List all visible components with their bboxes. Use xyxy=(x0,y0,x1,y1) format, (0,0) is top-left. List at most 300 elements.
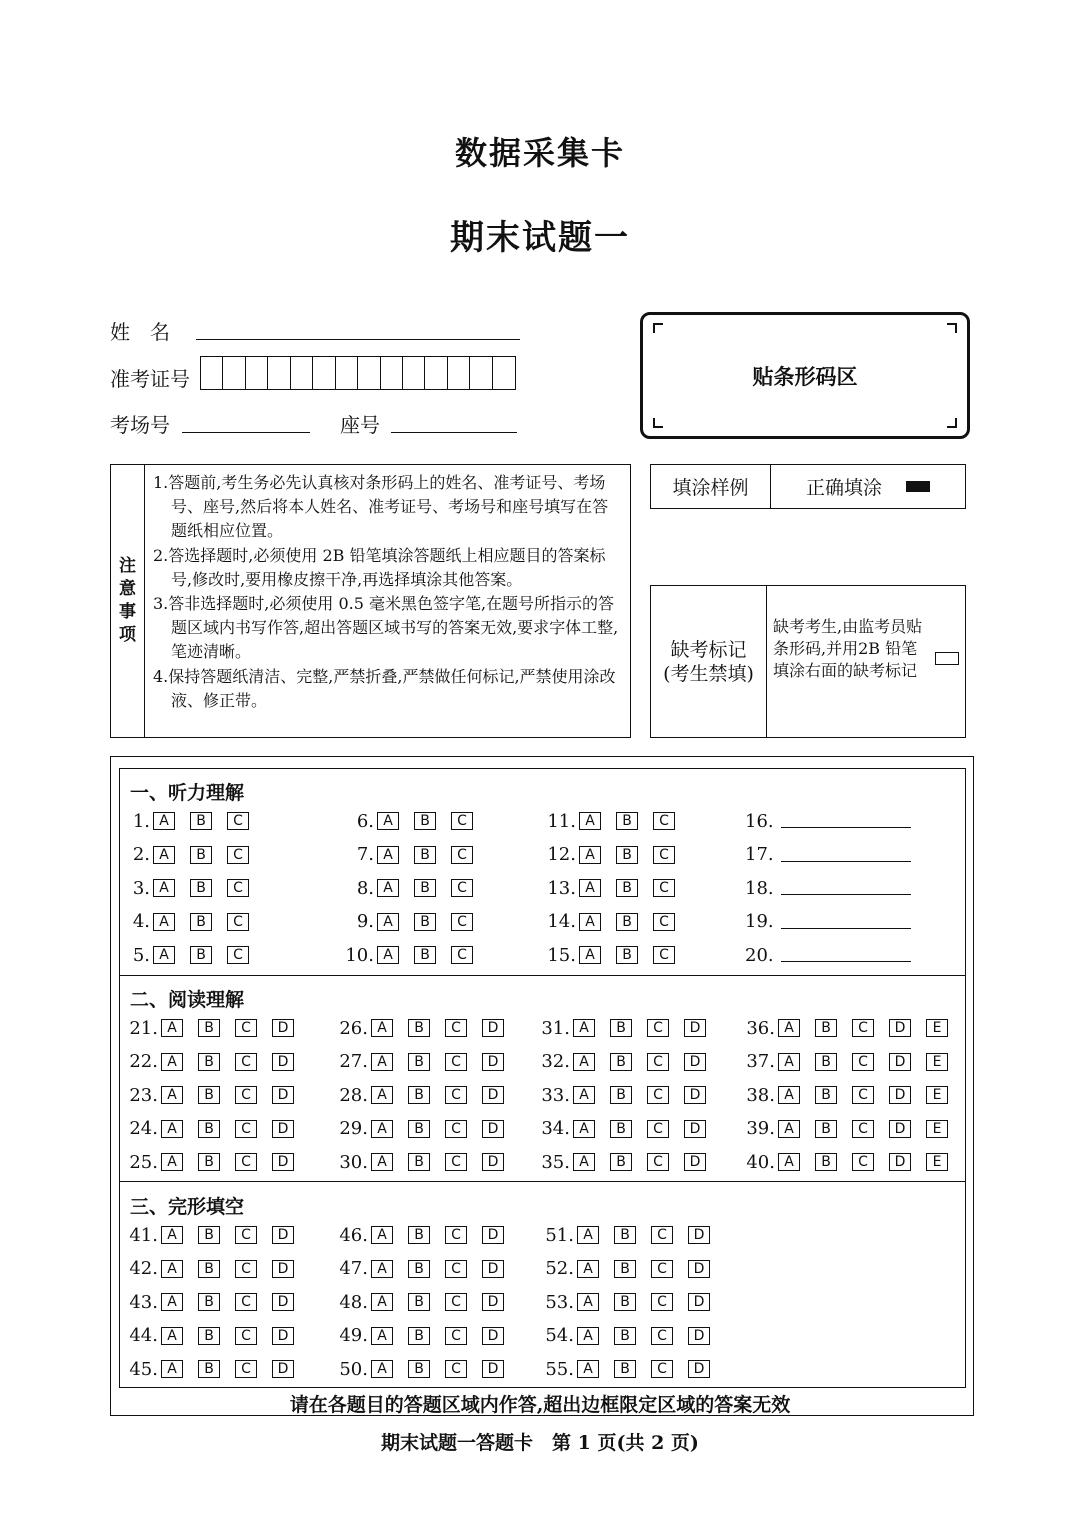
absent-mark-checkbox[interactable] xyxy=(935,652,959,665)
option-bubble-c[interactable]: C xyxy=(647,1086,669,1104)
option-bubble-c[interactable]: C xyxy=(445,1293,467,1311)
option-bubble-b[interactable]: B xyxy=(610,1053,632,1071)
footer-note: 请在各题目的答题区域内作答,超出边框限定区域的答案无效 xyxy=(289,1394,791,1416)
option-bubble-b[interactable]: B xyxy=(610,1153,632,1171)
question-42 xyxy=(128,1258,309,1280)
option-bubble-d[interactable]: D xyxy=(889,1120,911,1138)
option-bubble-a[interactable]: A xyxy=(161,1120,183,1138)
option-bubble-c[interactable]: C xyxy=(445,1260,467,1278)
option-bubble-a[interactable]: A xyxy=(371,1086,393,1104)
option-bubble-a[interactable]: A xyxy=(377,846,399,864)
option-bubble-d[interactable]: D xyxy=(889,1053,911,1071)
option-bubble-b[interactable]: B xyxy=(815,1120,837,1138)
option-bubble-d[interactable]: D xyxy=(272,1260,294,1278)
option-bubble-a[interactable]: A xyxy=(153,913,175,931)
option-bubble-b[interactable]: B xyxy=(614,1226,636,1244)
question-31 xyxy=(540,1017,721,1039)
option-bubble-d[interactable]: D xyxy=(482,1260,504,1278)
question-number: 43. xyxy=(129,1291,158,1313)
option-bubble-d[interactable]: D xyxy=(272,1360,294,1378)
question-23 xyxy=(128,1084,309,1106)
option-bubble-b[interactable]: B xyxy=(190,913,212,931)
option-bubble-a[interactable]: A xyxy=(161,1053,183,1071)
option-bubble-e[interactable]: E xyxy=(926,1086,948,1104)
option-bubble-b[interactable]: B xyxy=(198,1293,220,1311)
option-bubble-e[interactable]: E xyxy=(926,1120,948,1138)
option-bubble-b[interactable]: B xyxy=(414,812,436,830)
option-bubble-c[interactable]: C xyxy=(451,946,473,964)
option-bubble-a[interactable]: A xyxy=(579,812,601,830)
option-bubble-b[interactable]: B xyxy=(408,1360,430,1378)
note-item: 2.答选择题时,必须使用 2B 铅笔填涂答题纸上相应题目的答案标号,修改时,要用橡皮擦干净,再选择填涂其他答案。 xyxy=(153,545,606,589)
option-bubble-a[interactable]: A xyxy=(161,1226,183,1244)
option-bubble-b[interactable]: B xyxy=(610,1120,632,1138)
option-bubble-a[interactable]: A xyxy=(577,1360,599,1378)
option-bubble-d[interactable]: D xyxy=(482,1019,504,1037)
question-2 xyxy=(128,844,264,866)
option-bubble-c[interactable]: C xyxy=(227,913,249,931)
option-bubble-a[interactable]: A xyxy=(371,1360,393,1378)
option-bubble-d[interactable]: D xyxy=(684,1120,706,1138)
question-number: 40. xyxy=(746,1151,775,1173)
option-bubble-c[interactable]: C xyxy=(227,846,249,864)
option-bubble-d[interactable]: D xyxy=(272,1153,294,1171)
question-number: 18. xyxy=(745,877,774,899)
id-number-boxes[interactable] xyxy=(200,356,516,390)
option-bubble-a[interactable]: A xyxy=(161,1260,183,1278)
option-bubble-c[interactable]: C xyxy=(651,1293,673,1311)
option-bubble-b[interactable]: B xyxy=(616,812,638,830)
option-bubble-b[interactable]: B xyxy=(815,1019,837,1037)
option-bubble-b[interactable]: B xyxy=(190,946,212,964)
notes-heading: 注 意 事 项 xyxy=(111,465,145,737)
question-number: 32. xyxy=(541,1051,570,1073)
absent-label: 缺考标记 xyxy=(670,638,747,661)
option-bubble-a[interactable]: A xyxy=(778,1086,800,1104)
seat-field[interactable] xyxy=(391,432,517,433)
option-bubble-a[interactable]: A xyxy=(371,1120,393,1138)
option-bubble-c[interactable]: C xyxy=(651,1260,673,1278)
note-item: 4.保持答题纸清洁、完整,严禁折叠,严禁做任何标记,严禁使用涂改液、修正带。 xyxy=(153,666,616,710)
option-bubble-c[interactable]: C xyxy=(653,879,675,897)
question-35 xyxy=(540,1151,721,1173)
option-bubble-b[interactable]: B xyxy=(408,1120,430,1138)
option-bubble-b[interactable]: B xyxy=(616,913,638,931)
option-bubble-d[interactable]: D xyxy=(272,1293,294,1311)
option-bubble-d[interactable]: D xyxy=(482,1120,504,1138)
option-bubble-d[interactable]: D xyxy=(688,1360,710,1378)
question-8 xyxy=(338,877,488,899)
option-bubble-a[interactable]: A xyxy=(573,1120,595,1138)
question-9 xyxy=(338,911,488,933)
option-bubble-c[interactable]: C xyxy=(647,1019,669,1037)
question-number: 11. xyxy=(547,810,576,832)
option-bubble-b[interactable]: B xyxy=(414,846,436,864)
question-41 xyxy=(128,1224,309,1246)
name-label: 姓 名 xyxy=(110,320,170,344)
barcode-label: 贴条形码区 xyxy=(752,363,858,389)
option-bubble-b[interactable]: B xyxy=(198,1360,220,1378)
option-bubble-a[interactable]: A xyxy=(577,1327,599,1345)
question-number: 39. xyxy=(746,1118,775,1140)
notes-box xyxy=(110,464,631,738)
question-number: 22. xyxy=(129,1051,158,1073)
option-bubble-d[interactable]: D xyxy=(482,1226,504,1244)
option-bubble-c[interactable]: C xyxy=(235,1086,257,1104)
option-bubble-b[interactable]: B xyxy=(616,879,638,897)
option-bubble-b[interactable]: B xyxy=(198,1153,220,1171)
option-bubble-b[interactable]: B xyxy=(190,812,212,830)
option-bubble-c[interactable]: C xyxy=(451,846,473,864)
question-number: 16. xyxy=(745,810,774,832)
option-bubble-a[interactable]: A xyxy=(377,946,399,964)
question-number: 31. xyxy=(541,1017,570,1039)
question-51 xyxy=(544,1224,725,1246)
option-bubble-d[interactable]: D xyxy=(272,1226,294,1244)
absent-sublabel: (考生禁填) xyxy=(663,662,754,685)
fill-sample-label: 填涂样例 xyxy=(651,465,771,508)
answer-line[interactable] xyxy=(781,881,911,895)
option-bubble-a[interactable]: A xyxy=(153,946,175,964)
question-39 xyxy=(745,1118,963,1140)
option-bubble-d[interactable]: D xyxy=(688,1327,710,1345)
fill-sample-box xyxy=(650,464,966,509)
option-bubble-a[interactable]: A xyxy=(579,913,601,931)
question-number: 14. xyxy=(547,911,576,933)
answer-line[interactable] xyxy=(781,814,911,828)
option-bubble-d[interactable]: D xyxy=(889,1086,911,1104)
exam-title: 期末试题一 xyxy=(450,218,630,258)
option-bubble-c[interactable]: C xyxy=(445,1019,467,1037)
question-number: 41. xyxy=(129,1224,158,1246)
question-19 xyxy=(745,911,911,933)
option-bubble-b[interactable]: B xyxy=(408,1019,430,1037)
question-4 xyxy=(128,911,264,933)
option-bubble-b[interactable]: B xyxy=(190,846,212,864)
question-38 xyxy=(745,1084,963,1106)
option-bubble-b[interactable]: B xyxy=(408,1293,430,1311)
option-bubble-c[interactable]: C xyxy=(653,846,675,864)
section-title-listening: 一、听力理解 xyxy=(130,782,245,804)
question-number: 25. xyxy=(129,1151,158,1173)
option-bubble-a[interactable]: A xyxy=(577,1226,599,1244)
question-number: 47. xyxy=(339,1258,368,1280)
option-bubble-b[interactable]: B xyxy=(198,1260,220,1278)
option-bubble-d[interactable]: D xyxy=(272,1053,294,1071)
option-bubble-c[interactable]: C xyxy=(445,1226,467,1244)
option-bubble-b[interactable]: B xyxy=(408,1086,430,1104)
option-bubble-c[interactable]: C xyxy=(852,1019,874,1037)
option-bubble-c[interactable]: C xyxy=(235,1226,257,1244)
option-bubble-e[interactable]: E xyxy=(926,1019,948,1037)
option-bubble-c[interactable]: C xyxy=(852,1053,874,1071)
question-number: 29. xyxy=(339,1118,368,1140)
option-bubble-b[interactable]: B xyxy=(408,1260,430,1278)
option-bubble-a[interactable]: A xyxy=(573,1086,595,1104)
answer-line[interactable] xyxy=(781,848,911,862)
option-bubble-a[interactable]: A xyxy=(371,1293,393,1311)
option-bubble-d[interactable]: D xyxy=(482,1293,504,1311)
option-bubble-c[interactable]: C xyxy=(653,946,675,964)
question-40 xyxy=(745,1151,963,1173)
option-bubble-d[interactable]: D xyxy=(482,1153,504,1171)
option-bubble-c[interactable]: C xyxy=(445,1086,467,1104)
option-bubble-e[interactable]: E xyxy=(926,1153,948,1171)
question-number: 34. xyxy=(541,1118,570,1140)
option-bubble-c[interactable]: C xyxy=(445,1327,467,1345)
question-number: 28. xyxy=(339,1084,368,1106)
question-13 xyxy=(540,877,690,899)
option-bubble-c[interactable]: C xyxy=(235,1053,257,1071)
option-bubble-a[interactable]: A xyxy=(153,879,175,897)
option-bubble-c[interactable]: C xyxy=(235,1360,257,1378)
question-32 xyxy=(540,1051,721,1073)
answer-line[interactable] xyxy=(781,915,911,929)
option-bubble-d[interactable]: D xyxy=(272,1327,294,1345)
option-bubble-c[interactable]: C xyxy=(852,1086,874,1104)
option-bubble-a[interactable]: A xyxy=(161,1293,183,1311)
question-10 xyxy=(338,944,488,966)
room-field[interactable] xyxy=(182,432,310,433)
question-number: 37. xyxy=(746,1051,775,1073)
option-bubble-a[interactable]: A xyxy=(161,1327,183,1345)
option-bubble-b[interactable]: B xyxy=(815,1086,837,1104)
question-24 xyxy=(128,1118,309,1140)
option-bubble-b[interactable]: B xyxy=(198,1019,220,1037)
option-bubble-c[interactable]: C xyxy=(647,1153,669,1171)
question-number: 17. xyxy=(745,844,774,866)
question-number: 20. xyxy=(745,944,774,966)
question-number: 46. xyxy=(339,1224,368,1246)
option-bubble-a[interactable]: A xyxy=(371,1053,393,1071)
option-bubble-c[interactable]: C xyxy=(653,812,675,830)
option-bubble-c[interactable]: C xyxy=(852,1120,874,1138)
option-bubble-c[interactable]: C xyxy=(235,1293,257,1311)
question-22 xyxy=(128,1051,309,1073)
question-number: 53. xyxy=(545,1291,574,1313)
option-bubble-b[interactable]: B xyxy=(614,1293,636,1311)
option-bubble-b[interactable]: B xyxy=(610,1019,632,1037)
option-bubble-a[interactable]: A xyxy=(579,846,601,864)
question-number: 42. xyxy=(129,1258,158,1280)
question-number: 2. xyxy=(132,844,150,866)
option-bubble-a[interactable]: A xyxy=(153,812,175,830)
option-bubble-b[interactable]: B xyxy=(198,1226,220,1244)
option-bubble-a[interactable]: A xyxy=(161,1019,183,1037)
option-bubble-a[interactable]: A xyxy=(778,1120,800,1138)
option-bubble-c[interactable]: C xyxy=(235,1153,257,1171)
question-18 xyxy=(745,877,911,899)
option-bubble-b[interactable]: B xyxy=(414,946,436,964)
option-bubble-c[interactable]: C xyxy=(235,1260,257,1278)
question-number: 7. xyxy=(356,844,374,866)
option-bubble-c[interactable]: C xyxy=(451,812,473,830)
option-bubble-d[interactable]: D xyxy=(688,1226,710,1244)
option-bubble-d[interactable]: D xyxy=(482,1360,504,1378)
question-12 xyxy=(540,844,690,866)
question-number: 15. xyxy=(547,944,576,966)
question-7 xyxy=(338,844,488,866)
question-21 xyxy=(128,1017,309,1039)
question-number: 55. xyxy=(545,1358,574,1380)
option-bubble-d[interactable]: D xyxy=(684,1053,706,1071)
question-25 xyxy=(128,1151,309,1173)
option-bubble-a[interactable]: A xyxy=(377,913,399,931)
question-54 xyxy=(544,1325,725,1347)
option-bubble-c[interactable]: C xyxy=(227,812,249,830)
option-bubble-a[interactable]: A xyxy=(161,1360,183,1378)
option-bubble-c[interactable]: C xyxy=(235,1327,257,1345)
option-bubble-a[interactable]: A xyxy=(371,1327,393,1345)
question-number: 8. xyxy=(356,877,374,899)
option-bubble-c[interactable]: C xyxy=(235,1019,257,1037)
option-bubble-a[interactable]: A xyxy=(573,1019,595,1037)
option-bubble-b[interactable]: B xyxy=(198,1053,220,1071)
note-item: 3.答非选择题时,必须使用 0.5 毫米黑色签字笔,在题号所指示的答题区域内书写作答,超出答题区域书写的答案无效,要求字体工整,笔迹清晰。 xyxy=(153,594,619,662)
question-number: 13. xyxy=(547,877,576,899)
option-bubble-a[interactable]: A xyxy=(161,1086,183,1104)
question-number: 1. xyxy=(132,810,150,832)
question-29 xyxy=(338,1118,519,1140)
option-bubble-a[interactable]: A xyxy=(377,812,399,830)
option-bubble-c[interactable]: C xyxy=(451,879,473,897)
option-bubble-b[interactable]: B xyxy=(614,1327,636,1345)
option-bubble-d[interactable]: D xyxy=(889,1153,911,1171)
option-bubble-a[interactable]: A xyxy=(577,1260,599,1278)
option-bubble-c[interactable]: C xyxy=(651,1226,673,1244)
option-bubble-a[interactable]: A xyxy=(577,1293,599,1311)
option-bubble-d[interactable]: D xyxy=(482,1053,504,1071)
answer-line[interactable] xyxy=(781,948,911,962)
option-bubble-d[interactable]: D xyxy=(272,1120,294,1138)
question-14 xyxy=(540,911,690,933)
option-bubble-c[interactable]: C xyxy=(235,1120,257,1138)
option-bubble-c[interactable]: C xyxy=(647,1053,669,1071)
option-bubble-b[interactable]: B xyxy=(408,1226,430,1244)
option-bubble-b[interactable]: B xyxy=(616,846,638,864)
note-item: 1.答题前,考生务必先认真核对条形码上的姓名、准考证号、考场号、座号,然后将本人姓名、准考证号、考场号和座号填写在答题纸相应位置。 xyxy=(153,473,609,541)
question-1 xyxy=(128,810,264,832)
option-bubble-e[interactable]: E xyxy=(926,1053,948,1071)
option-bubble-b[interactable]: B xyxy=(408,1327,430,1345)
question-53 xyxy=(544,1291,725,1313)
question-number: 5. xyxy=(132,944,150,966)
option-bubble-d[interactable]: D xyxy=(684,1019,706,1037)
option-bubble-a[interactable]: A xyxy=(778,1053,800,1071)
option-bubble-a[interactable]: A xyxy=(371,1153,393,1171)
question-47 xyxy=(338,1258,519,1280)
question-45 xyxy=(128,1358,309,1380)
question-48 xyxy=(338,1291,519,1313)
option-bubble-a[interactable]: A xyxy=(573,1053,595,1071)
option-bubble-b[interactable]: B xyxy=(414,913,436,931)
question-36 xyxy=(745,1017,963,1039)
option-bubble-d[interactable]: D xyxy=(684,1086,706,1104)
option-bubble-b[interactable]: B xyxy=(190,879,212,897)
option-bubble-b[interactable]: B xyxy=(408,1053,430,1071)
option-bubble-c[interactable]: C xyxy=(651,1360,673,1378)
question-30 xyxy=(338,1151,519,1173)
question-49 xyxy=(338,1325,519,1347)
option-bubble-d[interactable]: D xyxy=(688,1293,710,1311)
option-bubble-c[interactable]: C xyxy=(445,1120,467,1138)
absent-mark-box xyxy=(650,585,966,738)
option-bubble-b[interactable]: B xyxy=(815,1153,837,1171)
option-bubble-b[interactable]: B xyxy=(408,1153,430,1171)
option-bubble-d[interactable]: D xyxy=(889,1019,911,1037)
filled-mark-icon xyxy=(906,481,930,492)
section-divider xyxy=(119,1181,966,1182)
option-bubble-b[interactable]: B xyxy=(614,1260,636,1278)
option-bubble-b[interactable]: B xyxy=(414,879,436,897)
option-bubble-d[interactable]: D xyxy=(482,1086,504,1104)
option-bubble-a[interactable]: A xyxy=(153,846,175,864)
option-bubble-c[interactable]: C xyxy=(227,946,249,964)
option-bubble-b[interactable]: B xyxy=(614,1360,636,1378)
option-bubble-a[interactable]: A xyxy=(579,946,601,964)
option-bubble-c[interactable]: C xyxy=(227,879,249,897)
option-bubble-a[interactable]: A xyxy=(371,1019,393,1037)
option-bubble-b[interactable]: B xyxy=(616,946,638,964)
option-bubble-a[interactable]: A xyxy=(778,1153,800,1171)
option-bubble-d[interactable]: D xyxy=(272,1086,294,1104)
question-27 xyxy=(338,1051,519,1073)
question-number: 51. xyxy=(545,1224,574,1246)
option-bubble-c[interactable]: C xyxy=(445,1153,467,1171)
option-bubble-d[interactable]: D xyxy=(688,1260,710,1278)
question-number: 54. xyxy=(545,1325,574,1347)
option-bubble-b[interactable]: B xyxy=(198,1327,220,1345)
option-bubble-b[interactable]: B xyxy=(610,1086,632,1104)
option-bubble-c[interactable]: C xyxy=(445,1053,467,1071)
absent-instructions: 缺考考生,由监考员贴条形码,并用2B 铅笔填涂右面的缺考标记 xyxy=(773,617,923,680)
option-bubble-a[interactable]: A xyxy=(161,1153,183,1171)
card-title: 数据采集卡 xyxy=(454,134,625,172)
option-bubble-a[interactable]: A xyxy=(377,879,399,897)
option-bubble-a[interactable]: A xyxy=(579,879,601,897)
option-bubble-c[interactable]: C xyxy=(445,1360,467,1378)
question-number: 6. xyxy=(356,810,374,832)
question-43 xyxy=(128,1291,309,1313)
option-bubble-c[interactable]: C xyxy=(651,1327,673,1345)
question-3 xyxy=(128,877,264,899)
name-field[interactable] xyxy=(196,339,520,340)
option-bubble-d[interactable]: D xyxy=(482,1327,504,1345)
question-33 xyxy=(540,1084,721,1106)
option-bubble-a[interactable]: A xyxy=(573,1153,595,1171)
question-number: 21. xyxy=(129,1017,158,1039)
option-bubble-b[interactable]: B xyxy=(815,1053,837,1071)
option-bubble-c[interactable]: C xyxy=(653,913,675,931)
option-bubble-a[interactable]: A xyxy=(778,1019,800,1037)
option-bubble-d[interactable]: D xyxy=(684,1153,706,1171)
question-number: 10. xyxy=(345,944,374,966)
option-bubble-d[interactable]: D xyxy=(272,1019,294,1037)
question-50 xyxy=(338,1358,519,1380)
option-bubble-c[interactable]: C xyxy=(451,913,473,931)
question-34 xyxy=(540,1118,721,1140)
option-bubble-c[interactable]: C xyxy=(647,1120,669,1138)
option-bubble-b[interactable]: B xyxy=(198,1086,220,1104)
option-bubble-c[interactable]: C xyxy=(852,1153,874,1171)
question-number: 27. xyxy=(339,1051,368,1073)
option-bubble-b[interactable]: B xyxy=(198,1120,220,1138)
correct-fill-label: 正确填涂 xyxy=(805,477,882,499)
question-number: 36. xyxy=(746,1017,775,1039)
option-bubble-a[interactable]: A xyxy=(371,1226,393,1244)
option-bubble-a[interactable]: A xyxy=(371,1260,393,1278)
question-20 xyxy=(745,944,911,966)
